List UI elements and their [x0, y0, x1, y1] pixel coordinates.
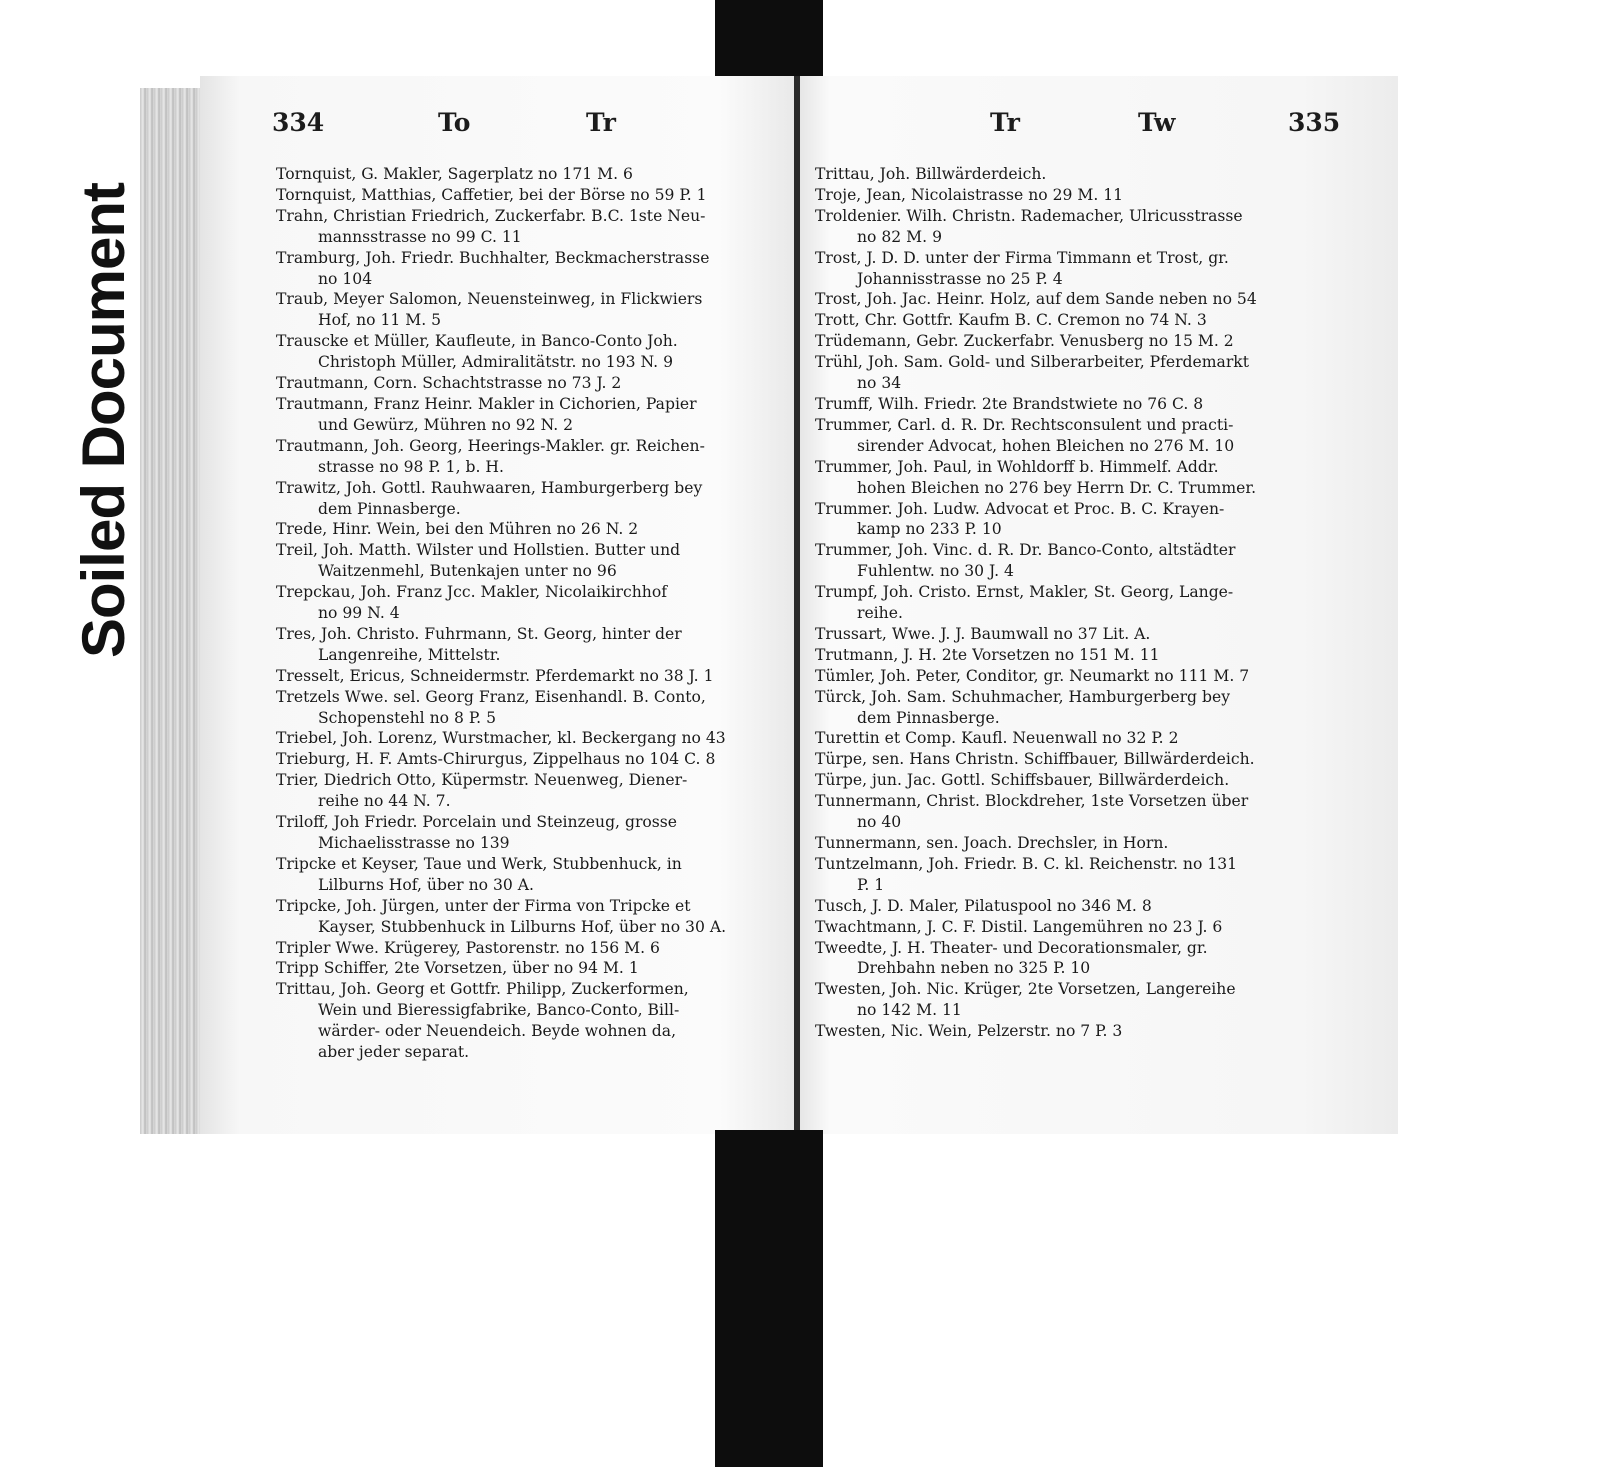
- directory-entry: [276, 728, 781, 749]
- directory-entry: [815, 749, 1325, 770]
- entry-line: Tunnermann, Christ. Blockdreher, 1ste Vorsetzen über: [815, 792, 1249, 811]
- soiled-document-text: Soiled Document: [70, 182, 138, 658]
- directory-entry: [276, 540, 781, 582]
- directory-entry: [276, 436, 781, 478]
- entry-continuation-line: sirender Advocat, hohen Bleichen no 276 M. 10: [857, 436, 1235, 455]
- entry-line: Trede, Hinr. Wein, bei den Mühren no 26 N. 2: [276, 520, 639, 539]
- book-gutter: [794, 76, 800, 1134]
- directory-entry: [276, 812, 781, 854]
- entry-line: Trühl, Joh. Sam. Gold- und Silberarbeiter, Pferdemarkt: [815, 353, 1250, 372]
- entry-line: Tümler, Joh. Peter, Conditor, gr. Neumarkt no 111 M. 7: [815, 666, 1250, 685]
- entry-continuation-line: P. 1: [857, 875, 885, 894]
- binding-tape-bottom: [715, 1130, 823, 1467]
- directory-entry: [276, 687, 781, 729]
- entry-line: Trepckau, Joh. Franz Jcc. Makler, Nicolaikirchhof: [276, 583, 667, 602]
- entry-line: Trautmann, Franz Heinr. Makler in Cichorien, Papier: [276, 394, 697, 413]
- directory-entry: [276, 770, 781, 812]
- entry-line: Trüdemann, Gebr. Zuckerfabr. Venusberg no 15 M. 2: [815, 332, 1234, 351]
- entry-continuation-line: no 82 M. 9: [857, 227, 942, 246]
- directory-entry: [276, 373, 781, 394]
- directory-entry: [815, 331, 1325, 352]
- entry-line: Tretzels Wwe. sel. Georg Franz, Eisenhandl. B. Conto,: [276, 687, 706, 706]
- binding-tape-top: [715, 0, 823, 76]
- entry-line: Tramburg, Joh. Friedr. Buchhalter, Beckmacherstrasse: [276, 248, 710, 267]
- entry-line: Triloff, Joh Friedr. Porcelain und Steinzeug, grosse: [276, 813, 678, 832]
- entry-line: Traub, Meyer Salomon, Neuensteinweg, in Flickwiers: [276, 290, 703, 309]
- directory-entry: [815, 896, 1325, 917]
- directory-entry: [815, 917, 1325, 938]
- directory-entry: [815, 645, 1325, 666]
- entry-line: Turettin et Comp. Kaufl. Neuenwall no 32 P. 2: [815, 729, 1179, 748]
- entry-continuation-line: wärder- oder Neuendeich. Beyde wohnen da,: [318, 1022, 677, 1041]
- directory-entry: [815, 582, 1325, 624]
- entry-continuation-line: Fuhlentw. no 30 J. 4: [857, 562, 1014, 581]
- entry-line: Trautmann, Corn. Schachtstrasse no 73 J. 2: [276, 374, 622, 393]
- entry-continuation-line: Johannisstrasse no 25 P. 4: [857, 269, 1063, 288]
- directory-entry: [276, 248, 781, 290]
- entry-continuation-line: kamp no 233 P. 10: [857, 520, 1002, 539]
- entry-line: Triebel, Joh. Lorenz, Wurstmacher, kl. Beckergang no 43: [276, 729, 726, 748]
- entry-continuation-line: reihe no 44 N. 7.: [318, 792, 451, 811]
- directory-entry: [815, 394, 1325, 415]
- directory-entry: [815, 185, 1325, 206]
- entry-continuation-line: no 99 N. 4: [318, 604, 400, 623]
- directory-entry: [815, 164, 1325, 185]
- directory-entry: [815, 938, 1325, 980]
- entry-line: Tripcke et Keyser, Taue und Werk, Stubbenhuck, in: [276, 854, 682, 873]
- directory-entry: [815, 352, 1325, 394]
- entry-line: Trier, Diedrich Otto, Küpermstr. Neuenweg, Diener-: [276, 771, 688, 790]
- entry-line: Trautmann, Joh. Georg, Heerings-Makler. gr. Reichen-: [276, 436, 705, 455]
- directory-entry: [815, 979, 1325, 1021]
- directory-entry: [815, 206, 1325, 248]
- entry-continuation-line: no 142 M. 11: [857, 1001, 962, 1020]
- entry-line: Trussart, Wwe. J. J. Baumwall no 37 Lit. A.: [815, 624, 1151, 643]
- entry-continuation-line: Lilburns Hof, über no 30 A.: [318, 875, 534, 894]
- directory-entry: [815, 540, 1325, 582]
- entry-line: Trott, Chr. Gottfr. Kaufm B. C. Cremon no 74 N. 3: [815, 311, 1207, 330]
- entry-line: Trummer, Joh. Paul, in Wohldorff b. Himmelf. Addr.: [815, 457, 1219, 476]
- entry-line: Tweedte, J. H. Theater- und Decorationsmaler, gr.: [815, 938, 1208, 957]
- directory-entry: [815, 666, 1325, 687]
- entry-continuation-line: aber jeder separat.: [318, 1043, 470, 1062]
- directory-entry: [276, 749, 781, 770]
- directory-entry: [815, 1021, 1325, 1042]
- right-guide-start: Tr: [990, 108, 1020, 137]
- entry-continuation-line: no 34: [857, 374, 902, 393]
- directory-entry: [276, 164, 781, 185]
- entry-line: Trummer, Carl. d. R. Dr. Rechtsconsulent und practi-: [815, 415, 1234, 434]
- directory-entry: [815, 791, 1325, 833]
- directory-entry: [815, 499, 1325, 541]
- entry-continuation-line: dem Pinnasberge.: [318, 499, 461, 518]
- entry-line: Treil, Joh. Matth. Wilster und Hollstien. Butter und: [276, 541, 681, 560]
- entry-continuation-line: Michaelisstrasse no 139: [318, 834, 510, 852]
- left-page-number: 334: [272, 108, 325, 137]
- soiled-document-label: [64, 150, 144, 690]
- directory-entry: [276, 896, 781, 938]
- directory-entry: [276, 519, 781, 540]
- entry-line: Trutmann, J. H. 2te Vorsetzen no 151 M. 11: [815, 645, 1160, 664]
- entry-line: Türpe, jun. Jac. Gottl. Schiffsbauer, Billwärderdeich.: [815, 771, 1230, 790]
- directory-entry: [276, 206, 781, 248]
- page-edges: [140, 88, 206, 1134]
- right-guide-end: Tw: [1138, 108, 1176, 137]
- directory-entry: [815, 310, 1325, 331]
- entry-continuation-line: no 40: [857, 813, 902, 832]
- entry-continuation-line: und Gewürz, Mühren no 92 N. 2: [318, 415, 574, 434]
- entry-line: Tuntzelmann, Joh. Friedr. B. C. kl. Reichenstr. no 131: [815, 854, 1238, 873]
- entry-line: Türpe, sen. Hans Christn. Schiffbauer, Billwärderdeich.: [815, 750, 1255, 769]
- directory-entry: [276, 478, 781, 520]
- entry-line: Tripcke, Joh. Jürgen, unter der Firma von Tripcke et: [276, 896, 691, 915]
- entry-line: Trumff, Wilh. Friedr. 2te Brandstwiete no 76 C. 8: [815, 394, 1204, 413]
- entry-line: Tripp Schiffer, 2te Vorsetzen, über no 94 M. 1: [276, 959, 639, 978]
- entry-line: Twesten, Nic. Wein, Pelzerstr. no 7 P. 3: [815, 1022, 1123, 1041]
- entry-line: Trumpf, Joh. Cristo. Ernst, Makler, St. Georg, Lange-: [815, 583, 1234, 602]
- right-page-number: 335: [1288, 108, 1341, 137]
- entry-continuation-line: Wein und Bieressigfabrike, Banco-Conto, Bill-: [318, 1001, 680, 1020]
- directory-entry: [815, 248, 1325, 290]
- entry-continuation-line: Christoph Müller, Admiralitätstr. no 193 N. 9: [318, 353, 674, 372]
- entry-continuation-line: mannsstrasse no 99 C. 11: [318, 227, 522, 246]
- directory-entry: [815, 833, 1325, 854]
- entry-line: Türck, Joh. Sam. Schuhmacher, Hamburgerberg bey: [815, 687, 1231, 706]
- directory-entry: [276, 938, 781, 959]
- entry-line: Trawitz, Joh. Gottl. Rauhwaaren, Hamburgerberg bey: [276, 478, 703, 497]
- entry-continuation-line: reihe.: [857, 604, 903, 623]
- directory-entry: [815, 854, 1325, 896]
- directory-entry: [276, 582, 781, 624]
- left-entry-list: [276, 164, 781, 1063]
- entry-continuation-line: Waitzenmehl, Butenkajen unter no 96: [318, 562, 617, 581]
- directory-entry: [276, 979, 781, 1063]
- directory-entry: [815, 624, 1325, 645]
- entry-line: Trummer. Joh. Ludw. Advocat et Proc. B. C. Krayen-: [815, 499, 1225, 518]
- directory-entry: [276, 854, 781, 896]
- directory-entry: [815, 687, 1325, 729]
- directory-entry: [815, 770, 1325, 791]
- entry-continuation-line: dem Pinnasberge.: [857, 708, 1000, 727]
- entry-line: Trittau, Joh. Billwärderdeich.: [815, 165, 1047, 183]
- entry-continuation-line: Hof, no 11 M. 5: [318, 311, 442, 330]
- entry-line: Trauscke et Müller, Kaufleute, in Banco-Conto Joh.: [276, 332, 678, 351]
- directory-entry: [276, 331, 781, 373]
- entry-line: Trieburg, H. F. Amts-Chirurgus, Zippelhaus no 104 C. 8: [276, 750, 716, 769]
- entry-line: Trummer, Joh. Vinc. d. R. Dr. Banco-Conto, altstädter: [815, 541, 1236, 560]
- directory-entry: [276, 289, 781, 331]
- right-entry-list: [815, 164, 1325, 1042]
- entry-line: Tusch, J. D. Maler, Pilatuspool no 346 M. 8: [815, 896, 1152, 915]
- directory-entry: [276, 394, 781, 436]
- entry-continuation-line: hohen Bleichen no 276 bey Herrn Dr. C. Trummer.: [857, 478, 1257, 497]
- entry-line: Troldenier. Wilh. Christn. Rademacher, Ulricusstrasse: [815, 206, 1243, 225]
- entry-continuation-line: Schopenstehl no 8 P. 5: [318, 708, 497, 727]
- directory-entry: [815, 289, 1325, 310]
- entry-line: Tripler Wwe. Krügerey, Pastorenstr. no 156 M. 6: [276, 938, 660, 957]
- entry-line: Tunnermann, sen. Joach. Drechsler, in Horn.: [815, 834, 1169, 852]
- entry-line: Trahn, Christian Friedrich, Zuckerfabr. B.C. 1ste Neu-: [276, 206, 706, 225]
- directory-entry: [276, 666, 781, 687]
- directory-entry: [815, 728, 1325, 749]
- entry-continuation-line: Kayser, Stubbenhuck in Lilburns Hof, über no 30 A.: [318, 917, 727, 936]
- directory-entry: [276, 958, 781, 979]
- directory-entry: [815, 457, 1325, 499]
- entry-line: Twesten, Joh. Nic. Krüger, 2te Vorsetzen, Langereihe: [815, 980, 1236, 999]
- entry-line: Tornquist, Matthias, Caffetier, bei der Börse no 59 P. 1: [276, 185, 707, 204]
- directory-entry: [815, 415, 1325, 457]
- entry-line: Twachtmann, J. C. F. Distil. Langemühren no 23 J. 6: [815, 917, 1223, 936]
- entry-continuation-line: Drehbahn neben no 325 P. 10: [857, 959, 1091, 978]
- entry-line: Trost, Joh. Jac. Heinr. Holz, auf dem Sande neben no 54: [815, 290, 1257, 309]
- left-guide-end: Tr: [586, 108, 616, 137]
- directory-entry: [276, 185, 781, 206]
- entry-continuation-line: strasse no 98 P. 1, b. H.: [318, 457, 504, 476]
- entry-line: Troje, Jean, Nicolaistrasse no 29 M. 11: [815, 185, 1124, 204]
- entry-line: Trost, J. D. D. unter der Firma Timmann et Trost, gr.: [815, 248, 1229, 267]
- entry-continuation-line: no 104: [318, 269, 373, 288]
- entry-continuation-line: Langenreihe, Mittelstr.: [318, 645, 501, 664]
- entry-line: Tornquist, G. Makler, Sagerplatz no 171 M. 6: [276, 165, 633, 183]
- entry-line: Tres, Joh. Christo. Fuhrmann, St. Georg, hinter der: [276, 624, 682, 643]
- left-guide-start: To: [438, 108, 471, 137]
- entry-line: Tresselt, Ericus, Schneidermstr. Pferdemarkt no 38 J. 1: [276, 666, 714, 685]
- directory-entry: [276, 624, 781, 666]
- entry-line: Trittau, Joh. Georg et Gottfr. Philipp, Zuckerformen,: [276, 980, 689, 999]
